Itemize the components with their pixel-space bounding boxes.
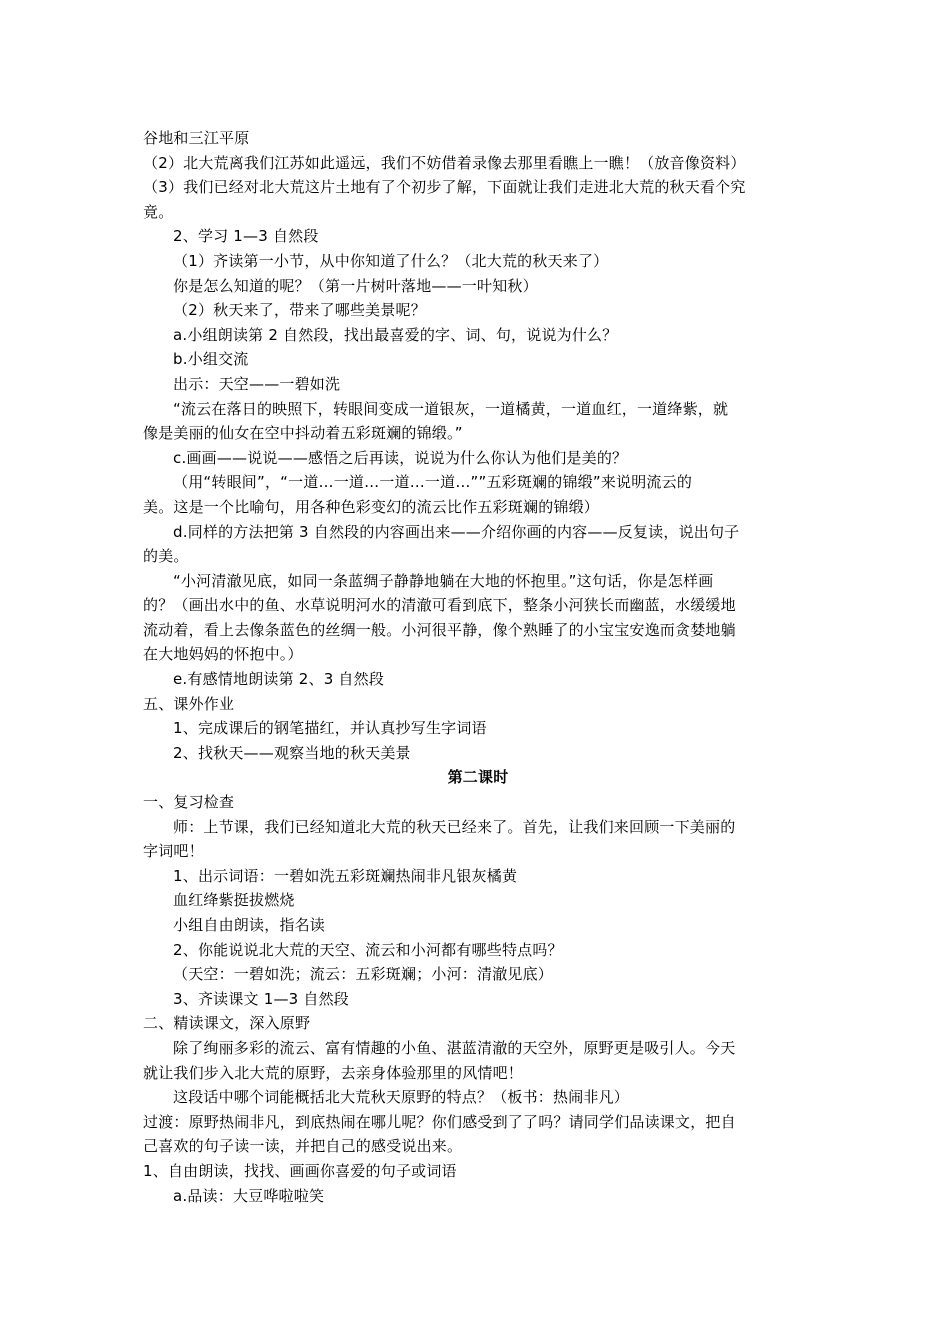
text-line: 流动着，看上去像条蓝色的丝绸一般。小河很平静，像个熟睡了的小宝宝安逸而贪婪地躺 [143, 620, 736, 639]
text-line: d.同样的方法把第 3 自然段的内容画出来——介绍你画的内容——反复读，说出句子 [173, 522, 740, 541]
text-line: 谷地和三江平原 [143, 129, 250, 147]
text-line: 师：上节课，我们已经知道北大荒的秋天已经来了。首先，让我们来回顾一下美丽的 [173, 817, 736, 836]
text-line: 除了绚丽多彩的流云、富有情趣的小鱼、湛蓝清澈的天空外，原野更是吸引人。今天 [173, 1038, 736, 1057]
text-line: 2、找秋天——观察当地的秋天美景 [173, 743, 411, 762]
text-line: 在大地妈妈的怀抱中。） [143, 645, 303, 664]
text-line: a.小组朗读第 2 自然段，找出最喜爱的字、词、句，说说为什么？ [173, 325, 618, 344]
text-line: （1）齐读第一小节，从中你知道了什么？（北大荒的秋天来了） [173, 251, 609, 270]
text-line: 美。这是一个比喻句，用各种色彩变幻的流云比作五彩斑斓的锦缎） [143, 497, 600, 516]
text-line: 小组自由朗读，指名读 [173, 916, 326, 934]
text-line: （用“转眼间”，“一道…一道…一道…一道…””五彩斑斓的锦缎”来说明流云的 [173, 473, 693, 492]
text-line: 就让我们步入北大荒的原野，去亲身体验那里的风情吧！ [143, 1063, 524, 1082]
text-line: 血红绛紫挺拔燃烧 [173, 891, 295, 910]
text-line: 1、自由朗读，找找、画画你喜爱的句子或词语 [143, 1161, 457, 1180]
text-line: b.小组交流 [173, 350, 249, 369]
text-line: “小河清澈见底，如同一条蓝绸子静静地躺在大地的怀抱里。”这句话，你是怎样画 [173, 571, 714, 590]
text-line: （天空：一碧如洗；流云：五彩斑斓；小河：清澈见底） [173, 965, 554, 984]
text-line: 2、学习 1—3 自然段 [173, 227, 319, 246]
text-line: 1、出示词语：一碧如洗五彩斑斓热闹非凡银灰橘黄 [173, 866, 518, 885]
text-line: 1、完成课后的钢笔描红，并认真抄写生字词语 [173, 719, 487, 738]
text-line: “流云在落日的映照下，转眼间变成一道银灰，一道橘黄，一道血红，一道绛紫，就 [173, 399, 729, 418]
text-line: 竟。 [143, 202, 174, 221]
text-line: 出示：天空——一碧如洗 [173, 374, 341, 393]
text-line: c.画画——说说——感悟之后再读，说说为什么你认为他们是美的？ [173, 448, 628, 467]
text-line: 像是美丽的仙女在空中抖动着五彩斑斓的锦缎。” [143, 424, 463, 443]
text-line: 己喜欢的句子读一读，并把自己的感受说出来。 [143, 1137, 463, 1156]
text-line: 的美。 [143, 547, 189, 566]
document-page [143, 126, 813, 1208]
text-line: 一、复习检查 [143, 793, 235, 812]
text-line: （2）秋天来了，带来了哪些美景呢？ [173, 301, 426, 320]
text-line: 五、课外作业 [143, 694, 235, 713]
text-line: a.品读：大豆哗啦啦笑 [173, 1186, 325, 1205]
text-line: e.有感情地朗读第 2、3 自然段 [173, 670, 385, 689]
text-line: 2、你能说说北大荒的天空、流云和小河都有哪些特点吗？ [173, 940, 563, 959]
text-line: 二、精读课文，深入原野 [143, 1014, 311, 1033]
text-line: 你是怎么知道的呢？（第一片树叶落地——一叶知秋） [173, 276, 538, 295]
text-line: （3）我们已经对北大荒这片土地有了个初步了解，下面就让我们走进北大荒的秋天看个究 [143, 178, 746, 197]
text-line: 这段话中哪个词能概括北大荒秋天原野的特点？（板书：热闹非凡） [173, 1088, 630, 1107]
text-line: （2）北大荒离我们江苏如此遥远，我们不妨借着录像去那里看瞧上一瞧！（放音像资料） [143, 153, 746, 172]
section-heading: 第二课时 [447, 768, 509, 787]
text-line: 3、齐读课文 1—3 自然段 [173, 989, 349, 1008]
text-line: 字词吧！ [143, 842, 204, 861]
text-line: 过渡：原野热闹非凡，到底热闹在哪儿呢？你们感受到了了吗？请同学们品读课文，把自 [143, 1112, 736, 1131]
text-line: 的？（画出水中的鱼、水草说明河水的清澈可看到底下，整条小河狭长而幽蓝，水缓缓地 [143, 596, 736, 615]
